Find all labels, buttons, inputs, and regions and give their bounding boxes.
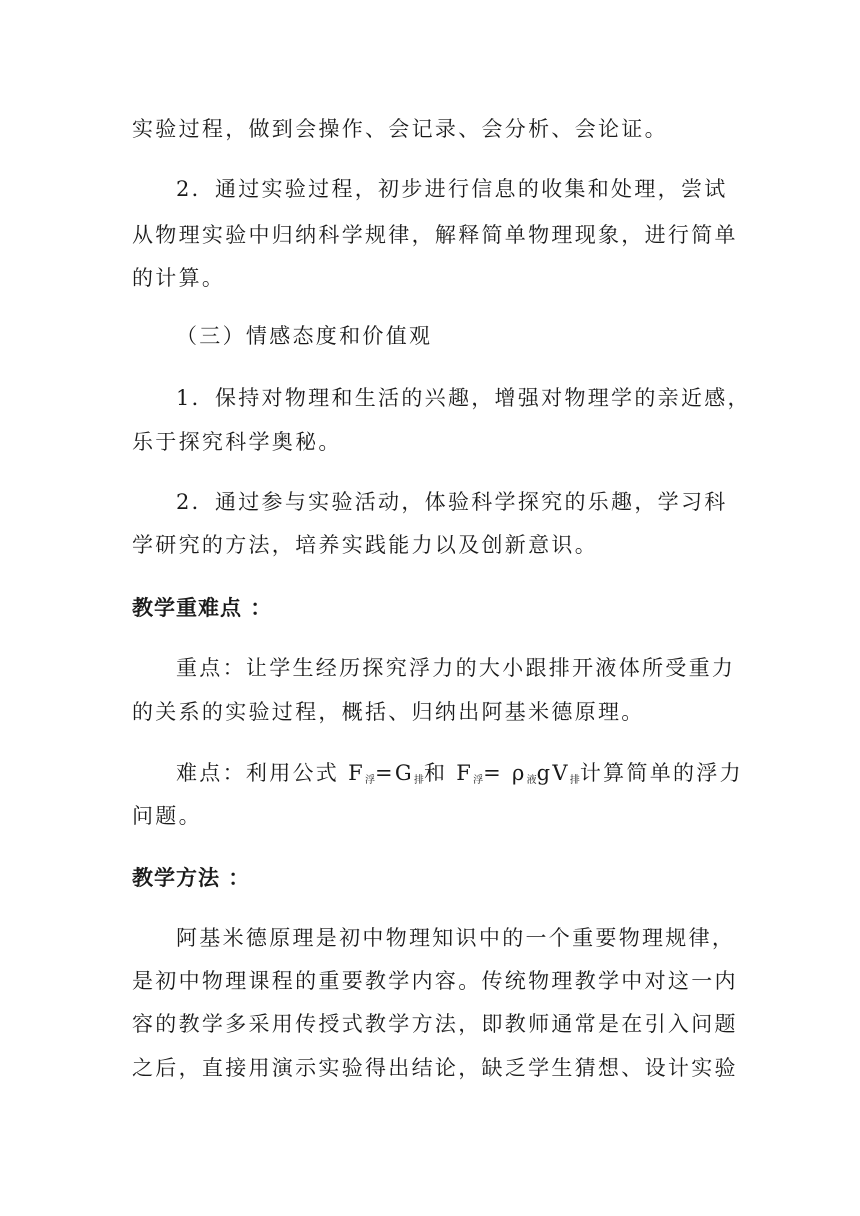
text-line: 之后，直接用演示实验得出结论，缺乏学生猜想、设计实验 [132, 1056, 738, 1080]
subscript: 浮 [473, 775, 484, 786]
text-line: 容的教学多采用传授式教学方法，即教师通常是在引入问题 [132, 1012, 738, 1036]
text-line: 2．通过实验过程，初步进行信息的收集和处理，尝试 [176, 177, 728, 201]
formula-part: = ρ [483, 761, 527, 785]
text-line: 重点：让学生经历探究浮力的大小跟排开液体所受重力 [176, 656, 736, 680]
text-line: 是初中物理课程的重要教学内容。传统物理教学中对这一内 [132, 969, 738, 993]
text-line: 阿基米德原理是初中物理知识中的一个重要物理规律， [176, 926, 736, 950]
text-line: 问题。 [132, 804, 202, 828]
subscript: 液 [526, 775, 537, 786]
section-heading-methods: 教学方法 ： [132, 866, 251, 890]
formula-part: =G [374, 761, 414, 785]
section-heading-key-points: 教学重难点 ： [132, 596, 273, 620]
formula-prefix: 难点：利用公式 F [176, 761, 365, 785]
text-line: 学研究的方法，培养实践能力以及创新意识。 [132, 533, 598, 557]
formula-line [176, 759, 743, 795]
formula-suffix: 计算简单的浮力 [579, 761, 743, 785]
text-line: 的关系的实验过程，概括、归纳出阿基米德原理。 [132, 700, 645, 724]
section-subheading: （三）情感态度和价值观 [176, 324, 433, 348]
text-line: 1．保持对物理和生活的兴趣，增强对物理学的亲近感， [176, 386, 751, 410]
text-line: 2．通过参与实验活动，体验科学探究的乐趣，学习科 [176, 490, 728, 514]
formula-part: 和 F [423, 761, 474, 785]
text-line: 的计算。 [132, 266, 226, 290]
subscript: 排 [569, 775, 580, 786]
text-line: 从物理实验中归纳科学规律，解释简单物理现象，进行简单 [132, 223, 738, 247]
text-line: 实验过程，做到会操作、会记录、会分析、会论证。 [132, 117, 668, 141]
subscript: 浮 [364, 775, 375, 786]
subscript: 排 [413, 775, 424, 786]
text-line: 乐于探究科学奥秘。 [132, 430, 342, 454]
formula-part: gV [536, 761, 570, 785]
